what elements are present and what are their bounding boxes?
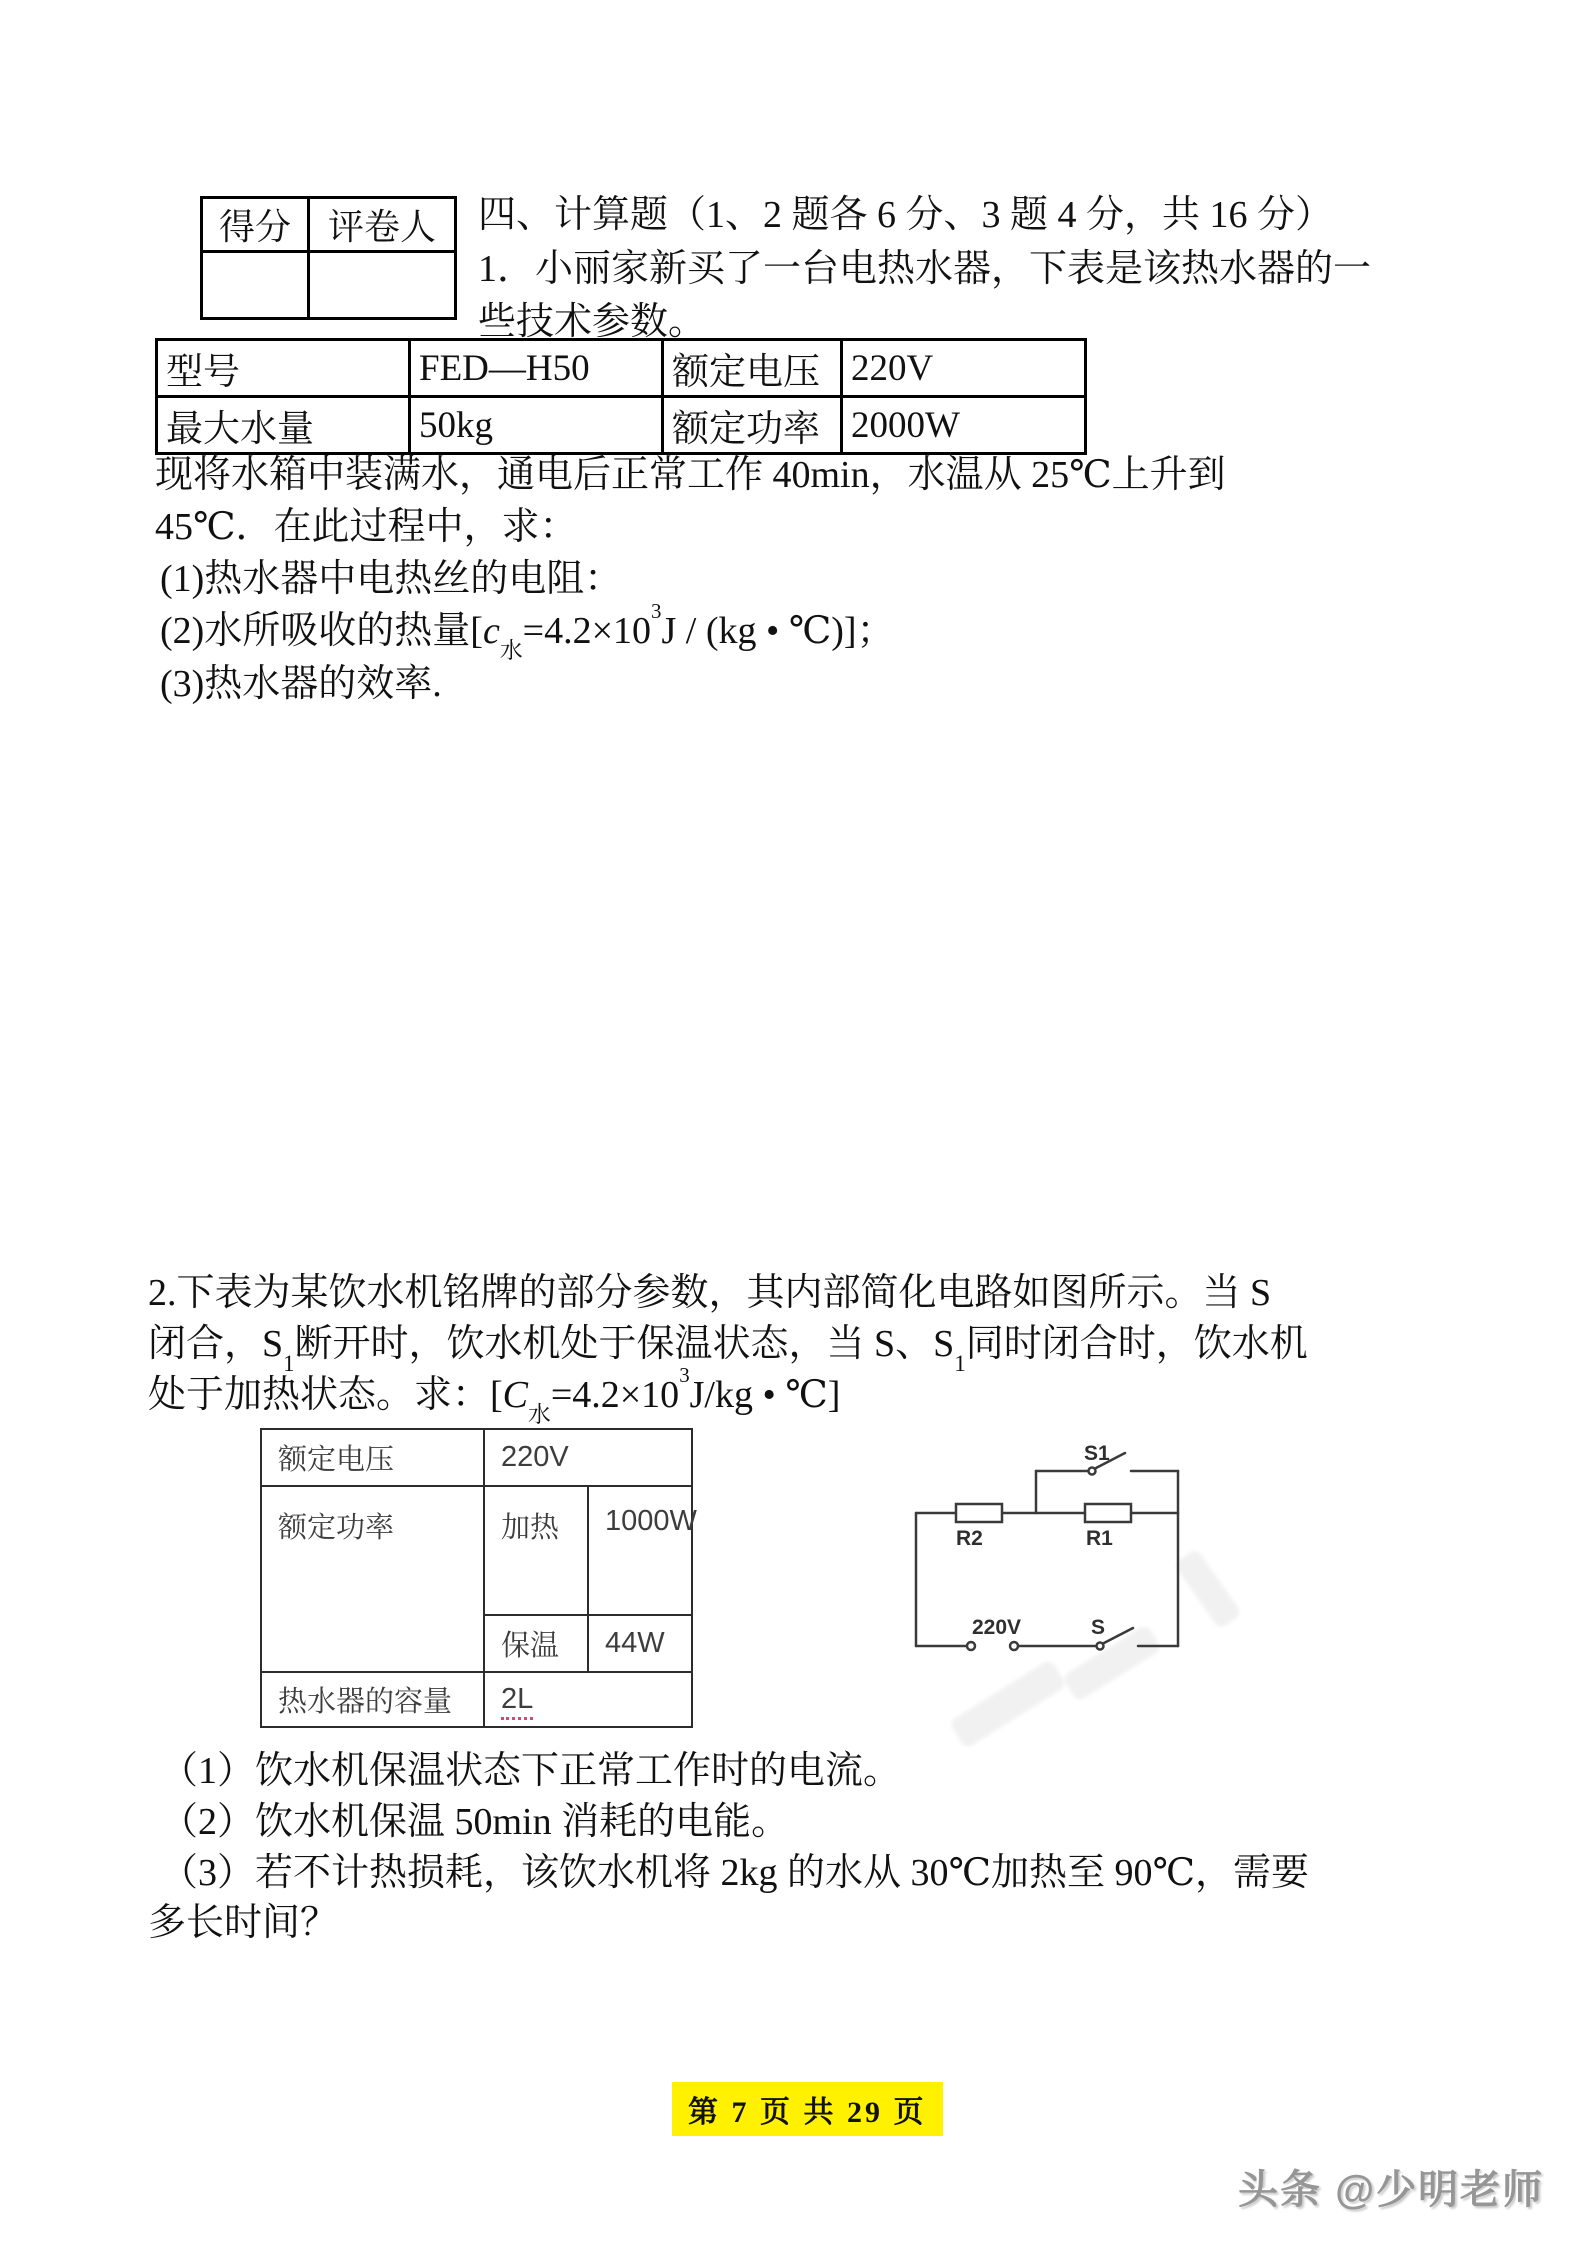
table-row [261, 1429, 692, 1486]
problem1-question-1: (1)热水器中电热丝的电阻： [160, 558, 623, 600]
plate-voltage-label: 额定电压 [261, 1429, 484, 1486]
label-s: S [1091, 1616, 1106, 1639]
spec-cell-voltage-label: 额定电压 [663, 340, 842, 397]
score-header-score: 得分 [202, 198, 309, 252]
label-r2: R2 [956, 1527, 983, 1550]
problem1-body-line1: 现将水箱中装满水，通电后正常工作 40min，水温从 25℃上升到 [155, 454, 1226, 496]
plate-keepwarm-label: 保温 [484, 1615, 588, 1672]
score-box [200, 196, 457, 320]
table-row [261, 1672, 692, 1727]
problem2-nameplate-table [260, 1428, 697, 1728]
problem1-question-2: (2)水所吸收的热量[$c_水=4.2\times 10^3J / (kg$ • ℃)]； [160, 598, 895, 663]
spec-cell-model-value: FED—H50 [410, 340, 663, 397]
table-row [157, 340, 1086, 397]
label-s1: S1 [1084, 1442, 1110, 1465]
problem2-question-2: （2）饮水机保温 50min 消耗的电能。 [160, 1801, 790, 1843]
label-r1: R1 [1086, 1527, 1113, 1550]
problem1-body-line2: 45℃．在此过程中，求： [155, 506, 578, 548]
capacity-value-text: 2L [501, 1683, 533, 1720]
plate-power-label: 额定功率 [261, 1486, 484, 1672]
plate-heating-label: 加热 [484, 1486, 588, 1615]
resistor-r1 [1085, 1504, 1131, 1522]
problem2-intro-line1: 2.下表为某饮水机铭牌的部分参数，其内部简化电路如图所示。当 S [148, 1272, 1272, 1314]
plate-heating-value: 1000W [588, 1486, 692, 1615]
resistor-r2 [956, 1504, 1002, 1522]
page-indicator: 第 7 页 共 29 页 [672, 2082, 943, 2136]
spec-cell-model-label: 型号 [157, 340, 410, 397]
grader-cell-empty [309, 252, 456, 319]
problem2-intro-line3: 处于加热状态。求：[$C_水=4.2\times 10^3J/kg$ • ℃] [148, 1362, 841, 1427]
spec-cell-power-label: 额定功率 [663, 397, 842, 454]
problem2-intro-line2: 闭合，$S_1$断开时，饮水机处于保温状态，当 S、$S_1$同时闭合时，饮水机 [148, 1323, 1308, 1376]
table-row [157, 397, 1086, 454]
score-cell-empty [202, 252, 309, 319]
spec-cell-voltage-value: 220V [842, 340, 1086, 397]
problem1-intro-line1: 1．小丽家新买了一台电热水器，下表是该热水器的一 [478, 248, 1372, 290]
label-220v: 220V [972, 1616, 1022, 1639]
problem1-intro-line2: 些技术参数。 [478, 301, 707, 343]
switch-s1-pivot [1089, 1468, 1096, 1475]
toutiao-watermark: 头条 @少明老师 [1238, 2168, 1545, 2212]
score-header-grader: 评卷人 [309, 198, 456, 252]
supply-terminal-left [967, 1642, 975, 1650]
plate-voltage-value: 220V [484, 1429, 692, 1486]
supply-terminal-right [1010, 1642, 1018, 1650]
switch-s-blade [1104, 1628, 1133, 1643]
problem2-question-1: （1）饮水机保温状态下正常工作时的电流。 [160, 1750, 902, 1792]
problem2-question-3-line1: （3）若不计热损耗，该饮水机将 2kg 的水从 30℃加热至 90℃，需要 [160, 1852, 1310, 1894]
plate-capacity-value [484, 1672, 692, 1727]
spec-cell-capacity-label: 最大水量 [157, 397, 410, 454]
problem1-spec-table [155, 338, 1087, 455]
plate-capacity-label: 热水器的容量 [261, 1672, 484, 1727]
table-row [261, 1486, 692, 1615]
scan-artifact [949, 1659, 1068, 1750]
section-title: 四、计算题（1、2 题各 6 分、3 题 4 分，共 16 分） [478, 194, 1334, 236]
spec-cell-capacity-value: 50kg [410, 397, 663, 454]
plate-keepwarm-value: 44W [588, 1615, 692, 1672]
problem2-question-3-line2: 多长时间？ [148, 1902, 339, 1944]
problem1-question-3: (3)热水器的效率. [160, 663, 442, 705]
spec-cell-power-value: 2000W [842, 397, 1086, 454]
circuit-diagram [898, 1428, 1198, 1668]
switch-s-pivot [1097, 1643, 1104, 1650]
